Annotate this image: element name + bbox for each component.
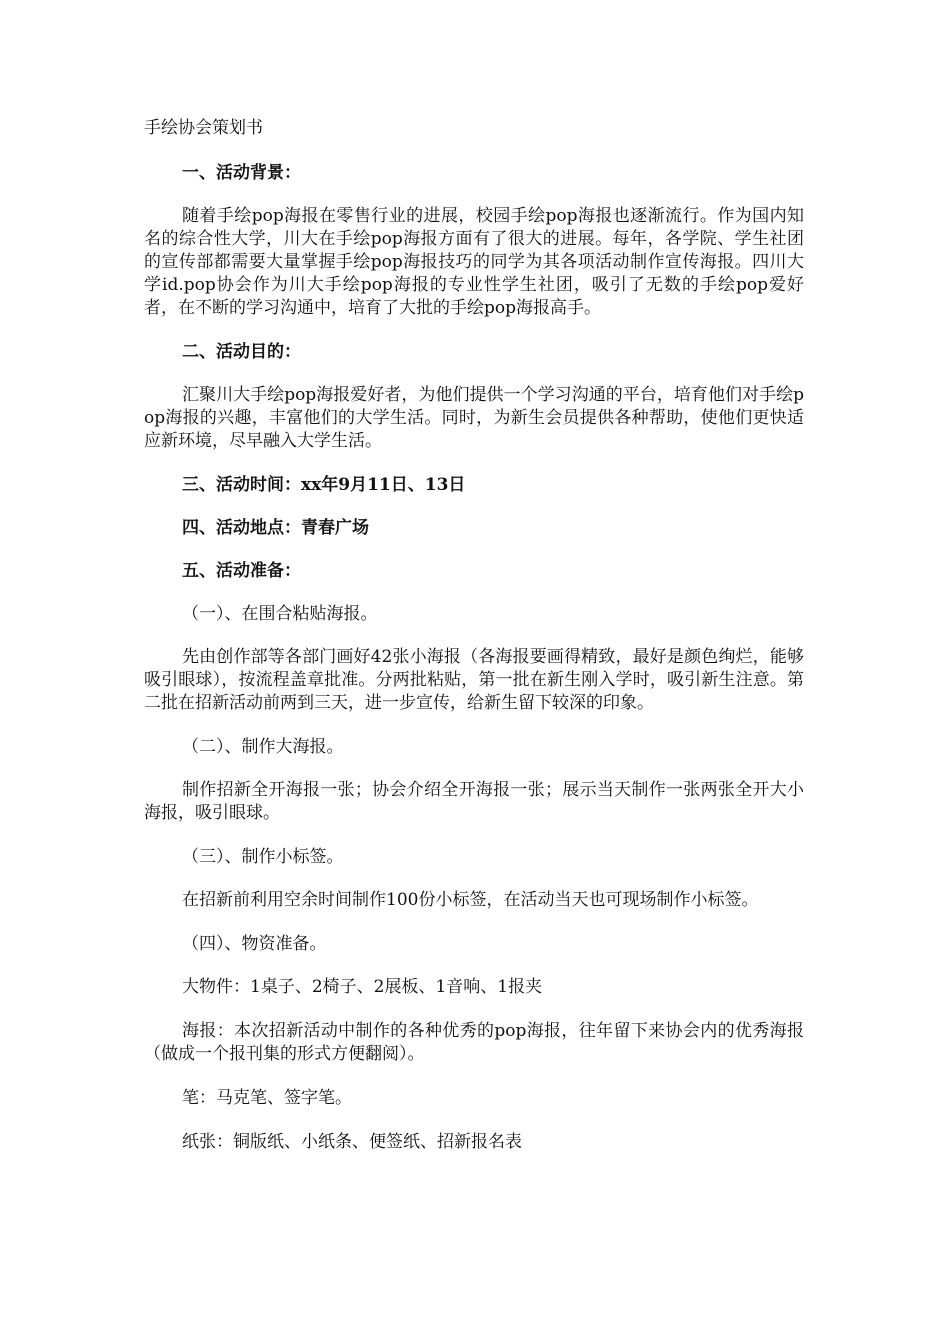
prep-item-4-posters: 海报：本次招新活动中制作的各种优秀的pop海报，往年留下来协会内的优秀海报（做成一个报刊集的形式方便翻阅）。 <box>144 1021 804 1064</box>
prep-item-2-title: （二）、制作大海报。 <box>182 737 344 757</box>
section-heading-preparation: 五、活动准备： <box>182 561 301 581</box>
prep-item-1-title: （一）、在围合粘贴海报。 <box>182 604 378 624</box>
prep-item-3-body: 在招新前利用空余时间制作100份小标签，在活动当天也可现场制作小标签。 <box>182 890 759 910</box>
prep-item-4-pens: 笔：马克笔、签字笔。 <box>182 1088 352 1108</box>
prep-item-4-paper: 纸张：铜版纸、小纸条、便签纸、招新报名表 <box>182 1132 522 1152</box>
section-heading-background: 一、活动背景： <box>182 163 301 183</box>
document-body <box>144 162 804 1175</box>
section-body-background: 随着手绘pop海报在零售行业的进展，校园手绘pop海报也逐渐流行。作为国内知名的综合性大学，川大在手绘pop海报方面有了很大的进展。每年，各学院、学生社团的宣传部都需要大量掌握手绘pop海报技巧的同学为其各项活动制作宣传海报。四川大学id.pop协会作为川大手绘pop海报的专业性学生社团，吸引了无数的手绘pop爱好者，在不断的学习沟通中，培育了大批的手绘pop海报高手。 <box>144 206 804 318</box>
section-heading-time: 三、活动时间：xx年9月11日、13日 <box>182 475 466 495</box>
prep-item-2-body: 制作招新全开海报一张；协会介绍全开海报一张；展示当天制作一张两张全开大小海报，吸引眼球。 <box>144 780 804 823</box>
section-body-purpose: 汇聚川大手绘pop海报爱好者，为他们提供一个学习沟通的平台，培育他们对手绘pop海报的兴趣，丰富他们的大学生活。同时，为新生会员提供各种帮助，使他们更快适应新环境，尽早融入大学生活。 <box>144 385 804 451</box>
prep-item-4-title: （四）、物资准备。 <box>182 934 327 954</box>
prep-item-3-title: （三）、制作小标签。 <box>182 847 344 867</box>
section-heading-place: 四、活动地点：青春广场 <box>182 518 369 538</box>
document-title: 手绘协会策划书 <box>144 118 263 138</box>
prep-item-1-body: 先由创作部等各部门画好42张小海报（各海报要画得精致，最好是颜色绚烂，能够吸引眼球），按流程盖章批准。分两批粘贴，第一批在新生刚入学时，吸引新生注意。第二批在招新活动前两到三天，进一步宣传，给新生留下较深的印象。 <box>144 647 804 713</box>
prep-item-4-large-items: 大物件：1桌子、2椅子、2展板、1音响、1报夹 <box>182 977 543 997</box>
section-heading-purpose: 二、活动目的： <box>182 342 301 362</box>
